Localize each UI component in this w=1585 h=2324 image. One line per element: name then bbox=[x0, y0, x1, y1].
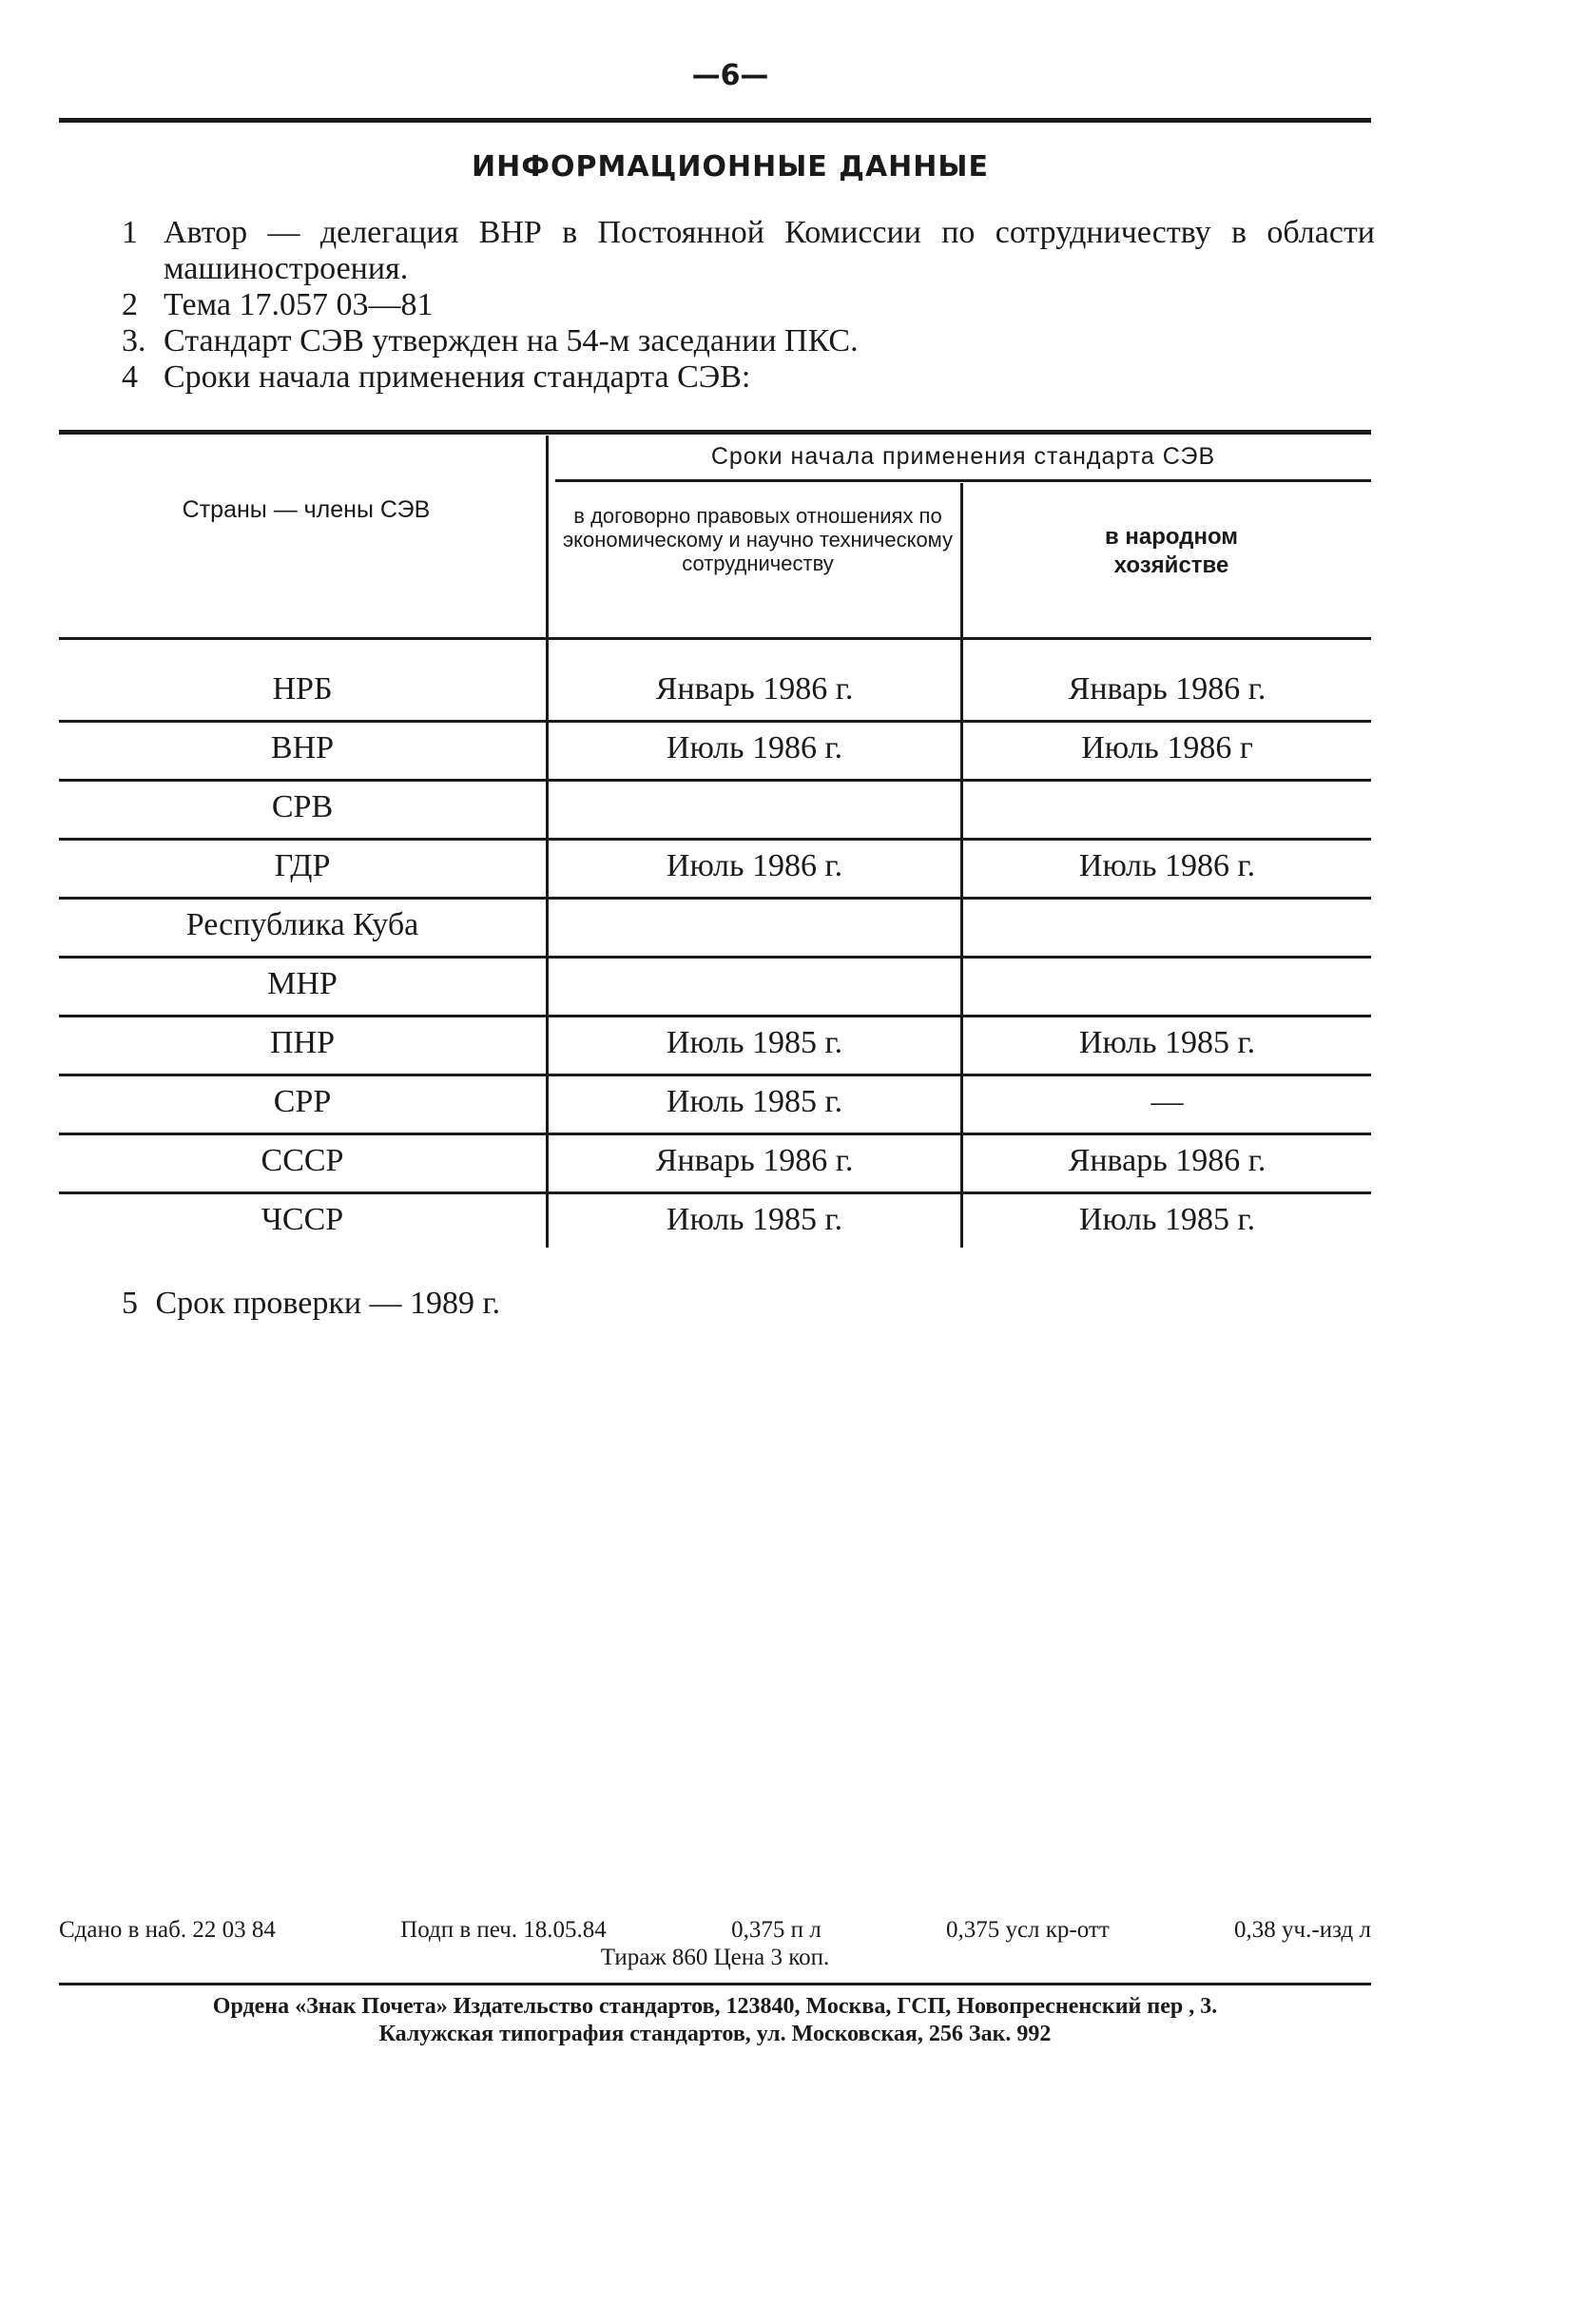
cell-economy-date: Июль 1986 г bbox=[1081, 730, 1253, 765]
row-separator bbox=[59, 720, 1371, 723]
row-separator bbox=[59, 897, 1371, 900]
column-header-contract: в договорно правовых отношениях по экономическому и научно техническому сотрудничеству bbox=[562, 504, 954, 575]
row-separator bbox=[59, 1015, 1371, 1017]
page-heading: ИНФОРМАЦИОННЫЕ ДАННЫЕ bbox=[472, 150, 989, 184]
info-item-number: 5 bbox=[122, 1286, 138, 1321]
info-item-text: Сроки начала применения стандарта СЭВ: bbox=[164, 359, 751, 395]
cell-contract-date: Июль 1986 г. bbox=[666, 848, 843, 883]
cell-contract-date: Январь 1986 г. bbox=[655, 1143, 854, 1178]
info-item-number: 2 bbox=[122, 287, 138, 322]
info-item-author bbox=[122, 215, 1375, 287]
cell-contract-date: Июль 1985 г. bbox=[666, 1202, 843, 1237]
cell-country: НРБ bbox=[272, 671, 333, 707]
cell-economy-date: Июль 1985 г. bbox=[1078, 1025, 1256, 1060]
page-number: —6— bbox=[691, 59, 769, 92]
info-item-text: Автор — делегация ВНР в Постоянной Комиссии по сотрудничеству в области машиностроения. bbox=[164, 215, 1375, 286]
review-date-item bbox=[122, 1286, 500, 1322]
imprint-print-data bbox=[59, 1916, 1371, 1971]
dates-table bbox=[59, 430, 1371, 1248]
imprint-publisher bbox=[59, 1993, 1371, 2048]
imprint-typeset-date: Сдано в наб. 22 03 84 bbox=[59, 1917, 276, 1943]
column-header-country: Страны — члены СЭВ bbox=[182, 496, 431, 523]
info-list bbox=[122, 215, 1375, 396]
cell-economy-date: Июль 1986 г. bbox=[1078, 848, 1256, 883]
column-header-economy: в народном хозяйстве bbox=[1104, 524, 1239, 578]
imprint-signed-date: Подп в печ. 18.05.84 bbox=[400, 1917, 607, 1943]
cell-country: Республика Куба bbox=[185, 907, 419, 942]
info-item-number: 4 bbox=[122, 359, 138, 395]
cell-contract-date: Июль 1985 г. bbox=[666, 1025, 843, 1060]
cell-country: СРВ bbox=[271, 789, 334, 824]
cell-country: ВНР bbox=[270, 730, 335, 765]
cell-contract-date: Январь 1986 г. bbox=[655, 671, 854, 707]
imprint-conv-sheets: 0,375 усл кр-отт bbox=[945, 1917, 1110, 1943]
cell-country: СССР bbox=[261, 1143, 344, 1178]
info-item-text: Тема 17.057 03—81 bbox=[164, 287, 434, 322]
imprint-rule bbox=[59, 1983, 1371, 1985]
info-item-number: 1 bbox=[122, 215, 138, 250]
info-item-approval bbox=[122, 323, 1375, 359]
header-bottom-rule bbox=[59, 637, 1371, 640]
cell-country: МНР bbox=[267, 966, 338, 1001]
cell-economy-date: Январь 1986 г. bbox=[1068, 1143, 1266, 1178]
cell-country: ЧССР bbox=[261, 1202, 344, 1237]
row-separator bbox=[59, 1074, 1371, 1076]
row-separator bbox=[59, 838, 1371, 841]
group-header: Сроки начала применения стандарта СЭВ bbox=[710, 443, 1216, 470]
cell-economy-date: Январь 1986 г. bbox=[1068, 671, 1266, 707]
cell-contract-date: Июль 1985 г. bbox=[666, 1084, 843, 1119]
cell-country: ГДР bbox=[274, 848, 331, 883]
row-separator bbox=[59, 956, 1371, 959]
table-top-rule bbox=[59, 430, 1371, 435]
cell-economy-date: — bbox=[1150, 1084, 1184, 1119]
cell-contract-date: Июль 1986 г. bbox=[666, 730, 843, 765]
imprint-line-2: Тираж 860 Цена 3 коп. bbox=[600, 1945, 830, 1970]
imprint-print-sheets: 0,375 п л bbox=[731, 1917, 821, 1943]
cell-country: ПНР bbox=[269, 1025, 336, 1060]
group-header-rule bbox=[555, 479, 1371, 482]
cell-economy-date: Июль 1985 г. bbox=[1078, 1202, 1256, 1237]
imprint-edition-sheets: 0,38 уч.-изд л bbox=[1234, 1917, 1371, 1943]
row-separator bbox=[59, 1191, 1371, 1194]
row-separator bbox=[59, 1133, 1371, 1135]
info-item-topic bbox=[122, 287, 1375, 323]
imprint-line-1 bbox=[59, 1916, 1371, 1944]
column-divider-1 bbox=[546, 436, 549, 1248]
top-rule bbox=[59, 118, 1371, 123]
info-item-dates bbox=[122, 359, 1375, 396]
info-item-number: 3. bbox=[122, 323, 146, 358]
imprint-line-4: Калужская типография стандартов, ул. Московская, 256 Зак. 992 bbox=[378, 2022, 1052, 2046]
info-item-text: Стандарт СЭВ утвержден на 54-м заседании ПКС. bbox=[164, 323, 859, 358]
cell-country: СРР bbox=[273, 1084, 332, 1119]
imprint-line-3: Ордена «Знак Почета» Издательство стандартов, 123840, Москва, ГСП, Новопресненский пер , 3. bbox=[212, 1994, 1218, 2019]
info-item-text: Срок проверки — 1989 г. bbox=[155, 1286, 501, 1321]
row-separator bbox=[59, 779, 1371, 782]
